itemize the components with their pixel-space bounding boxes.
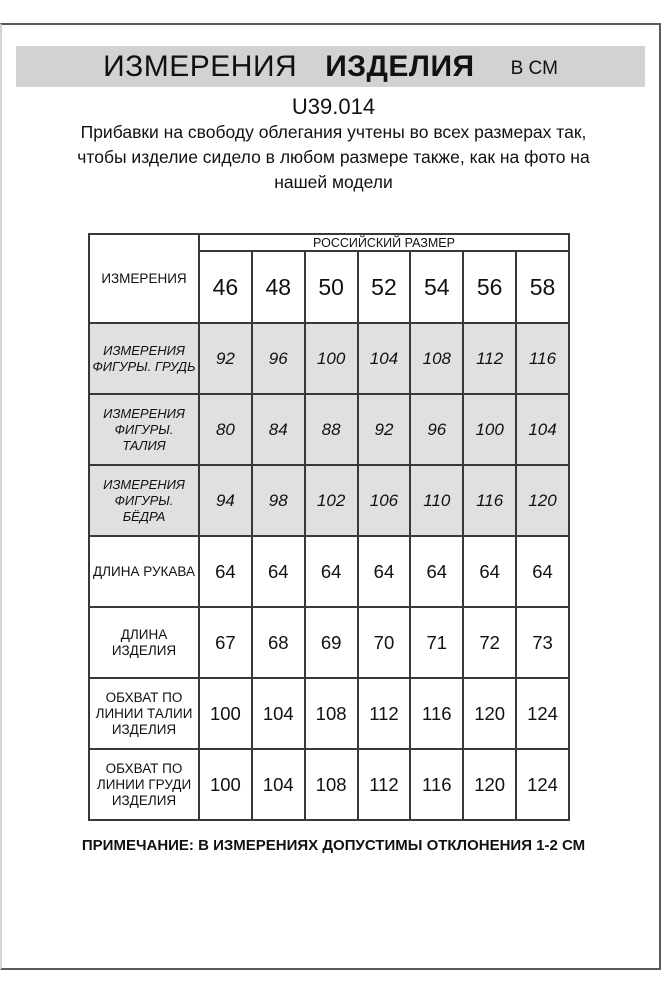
fit-description-line: чтобы изделие сидело в любом размере также, как на фото на [77,147,590,167]
measurement-value: 104 [252,678,305,749]
measurement-value: 112 [463,323,516,394]
measurement-value: 96 [252,323,305,394]
measurement-value: 64 [252,536,305,607]
size-column-header: 58 [516,251,569,323]
measurement-value: 100 [199,749,252,820]
measurement-value: 116 [410,678,463,749]
measurement-value: 64 [463,536,516,607]
measurement-value: 96 [410,394,463,465]
table-row [89,536,569,607]
fit-description [0,120,667,195]
measurement-value: 100 [305,323,358,394]
measurement-label: ОБХВАТ ПО ЛИНИИ ТАЛИИ ИЗДЕЛИЯ [89,678,199,749]
measurement-label: ИЗМЕРЕНИЯ ФИГУРЫ. БЁДРА [89,465,199,536]
measurement-value: 120 [516,465,569,536]
measurement-value: 112 [358,678,411,749]
fit-description-line: Прибавки на свободу облегания учтены во всех размерах так, [80,122,587,142]
measurement-value: 80 [199,394,252,465]
measurement-value: 92 [358,394,411,465]
measurement-value: 104 [252,749,305,820]
measurement-value: 104 [516,394,569,465]
measurement-value: 110 [410,465,463,536]
table-row [89,465,569,536]
measurement-value: 108 [305,749,358,820]
measurement-value: 98 [252,465,305,536]
table-row [89,394,569,465]
fit-description-line: нашей модели [274,172,393,192]
table-row [89,607,569,678]
measurement-value: 108 [410,323,463,394]
size-column-header: 54 [410,251,463,323]
measurement-value: 64 [410,536,463,607]
title-banner [16,46,645,87]
measurement-value: 88 [305,394,358,465]
table-row [89,323,569,394]
measurement-value: 124 [516,678,569,749]
measurement-label: ДЛИНА РУКАВА [89,536,199,607]
measurement-value: 124 [516,749,569,820]
measurement-value: 64 [199,536,252,607]
size-group-header-row [89,234,569,251]
measurement-value: 102 [305,465,358,536]
title-unit: В СМ [510,57,558,79]
measurement-value: 116 [463,465,516,536]
size-column-header: 46 [199,251,252,323]
measurement-value: 112 [358,749,411,820]
table-row [89,678,569,749]
title-product: ИЗДЕЛИЯ [325,49,475,83]
size-column-header: 48 [252,251,305,323]
measurement-value: 108 [305,678,358,749]
measurement-value: 68 [252,607,305,678]
product-code: U39.014 [291,94,376,119]
measurement-label: ИЗМЕРЕНИЯ ФИГУРЫ. ГРУДЬ [89,323,199,394]
measurement-value: 116 [410,749,463,820]
title-measurements: ИЗМЕРЕНИЯ [103,49,298,83]
measurement-label: ОБХВАТ ПО ЛИНИИ ГРУДИ ИЗДЕЛИЯ [89,749,199,820]
measurement-value: 120 [463,678,516,749]
measurement-label: ДЛИНА ИЗДЕЛИЯ [89,607,199,678]
size-column-header: 52 [358,251,411,323]
size-column-header: 50 [305,251,358,323]
measurement-value: 116 [516,323,569,394]
measurement-value: 71 [410,607,463,678]
measurement-value: 64 [358,536,411,607]
measurement-value: 73 [516,607,569,678]
measurement-value: 64 [516,536,569,607]
measurement-value: 70 [358,607,411,678]
table-row [89,749,569,820]
size-column-header: 56 [463,251,516,323]
measurement-value: 72 [463,607,516,678]
measurement-value: 94 [199,465,252,536]
measurement-value: 67 [199,607,252,678]
measurement-value: 69 [305,607,358,678]
measurement-value: 104 [358,323,411,394]
tolerance-note: ПРИМЕЧАНИЕ: В ИЗМЕРЕНИЯХ ДОПУСТИМЫ ОТКЛОНЕНИЯ 1-2 СМ [81,837,586,854]
measurement-value: 120 [463,749,516,820]
size-measurements-table [88,233,570,821]
measurement-value: 100 [199,678,252,749]
measurement-value: 64 [305,536,358,607]
russian-size-header: РОССИЙСКИЙ РАЗМЕР [199,234,569,251]
measurement-value: 100 [463,394,516,465]
measurement-label: ИЗМЕРЕНИЯ ФИГУРЫ. ТАЛИЯ [89,394,199,465]
measurements-column-header: ИЗМЕРЕНИЯ [89,234,199,323]
measurement-value: 106 [358,465,411,536]
measurement-value: 84 [252,394,305,465]
measurement-value: 92 [199,323,252,394]
